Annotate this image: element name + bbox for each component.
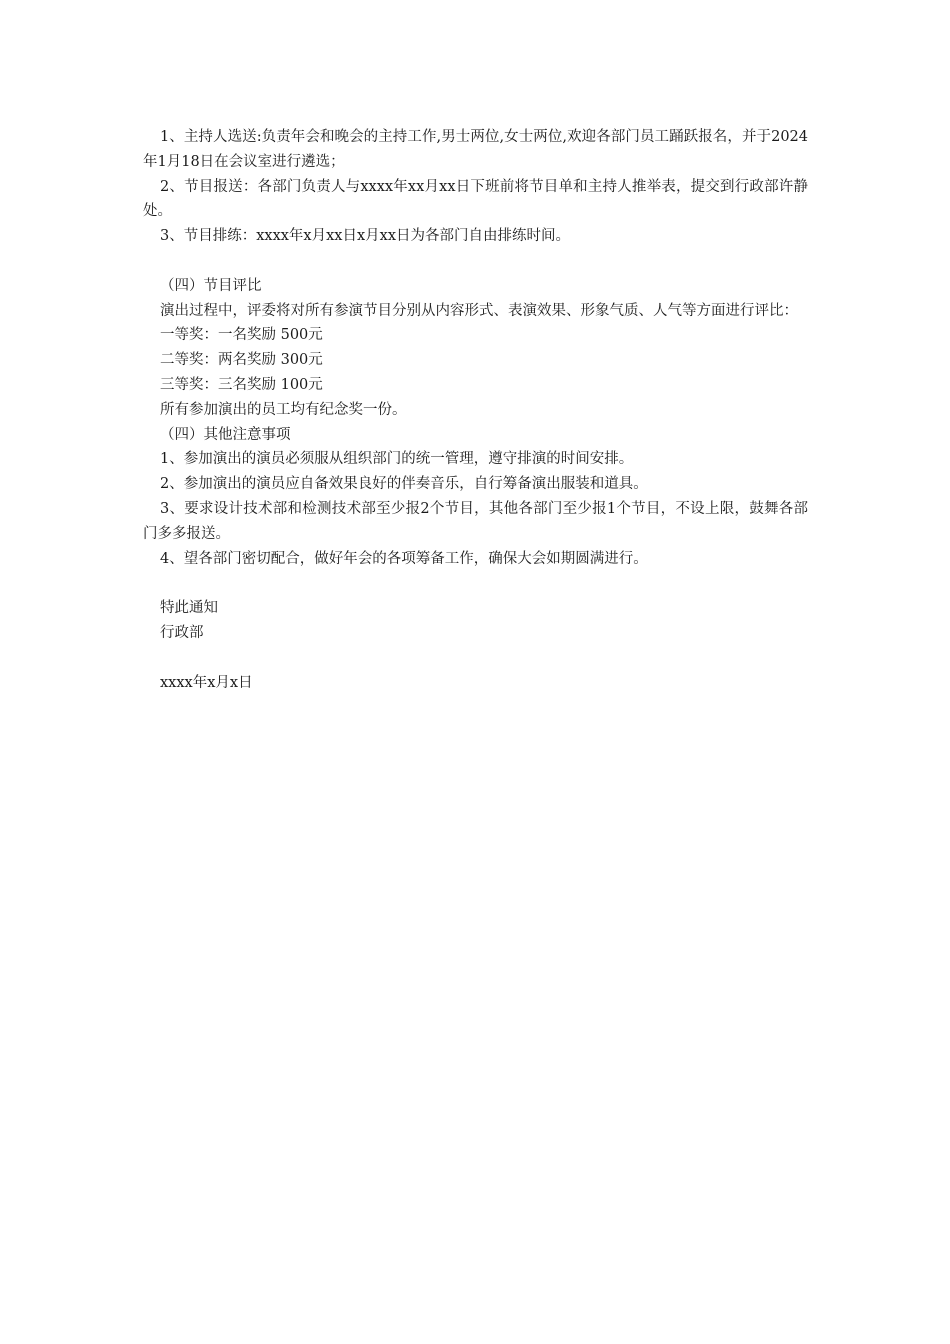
notes-item-2: 2、参加演出的演员应自备效果良好的伴奏音乐，自行筹备演出服装和道具。 [160,476,648,493]
preparation-item-1: 1、主持人选送:负责年会和晚会的主持工作,男士两位,女士两位,欢迎各部门员工踊跃报名，并于2024年1月18日在会议室进行遴选； [143,129,808,170]
evaluation-heading: （四）节目评比 [160,277,262,294]
evaluation-intro: 演出过程中，评委将对所有参演节目分别从内容形式、表演效果、形象气质、人气等方面进行评比： [160,302,798,319]
spacer [143,249,808,274]
spacer [143,571,808,596]
notes-item-3: 3、要求设计技术部和检测技术部至少报2个节目，其他各部门至少报1个节目，不设上限，鼓舞各部门多多报送。 [143,500,808,542]
prize-second: 二等奖：两名奖励 300元 [160,352,323,369]
closing-department: 行政部 [160,624,204,641]
souvenir-note: 所有参加演出的员工均有纪念奖一份。 [160,401,407,418]
closing-date: xxxx年x月x日 [160,674,253,691]
closing-notice: 特此通知 [160,600,218,617]
document-body [143,125,808,695]
notes-item-1: 1、参加演出的演员必须服从组织部门的统一管理，遵守排演的时间安排。 [160,451,634,468]
preparation-item-3: 3、节目排练：xxxx年x月xx日x月xx日为各部门自由排练时间。 [160,228,570,245]
spacer [143,646,808,671]
prize-first: 一等奖：一名奖励 500元 [160,327,323,344]
notes-item-4: 4、望各部门密切配合，做好年会的各项筹备工作，确保大会如期圆满进行。 [160,550,648,567]
notes-heading: （四）其他注意事项 [160,426,291,443]
prize-third: 三等奖：三名奖励 100元 [160,376,323,393]
preparation-item-2: 2、节目报送：各部门负责人与xxxx年xx月xx日下班前将节目单和主持人推举表，提交到行政部许静处。 [143,178,808,220]
